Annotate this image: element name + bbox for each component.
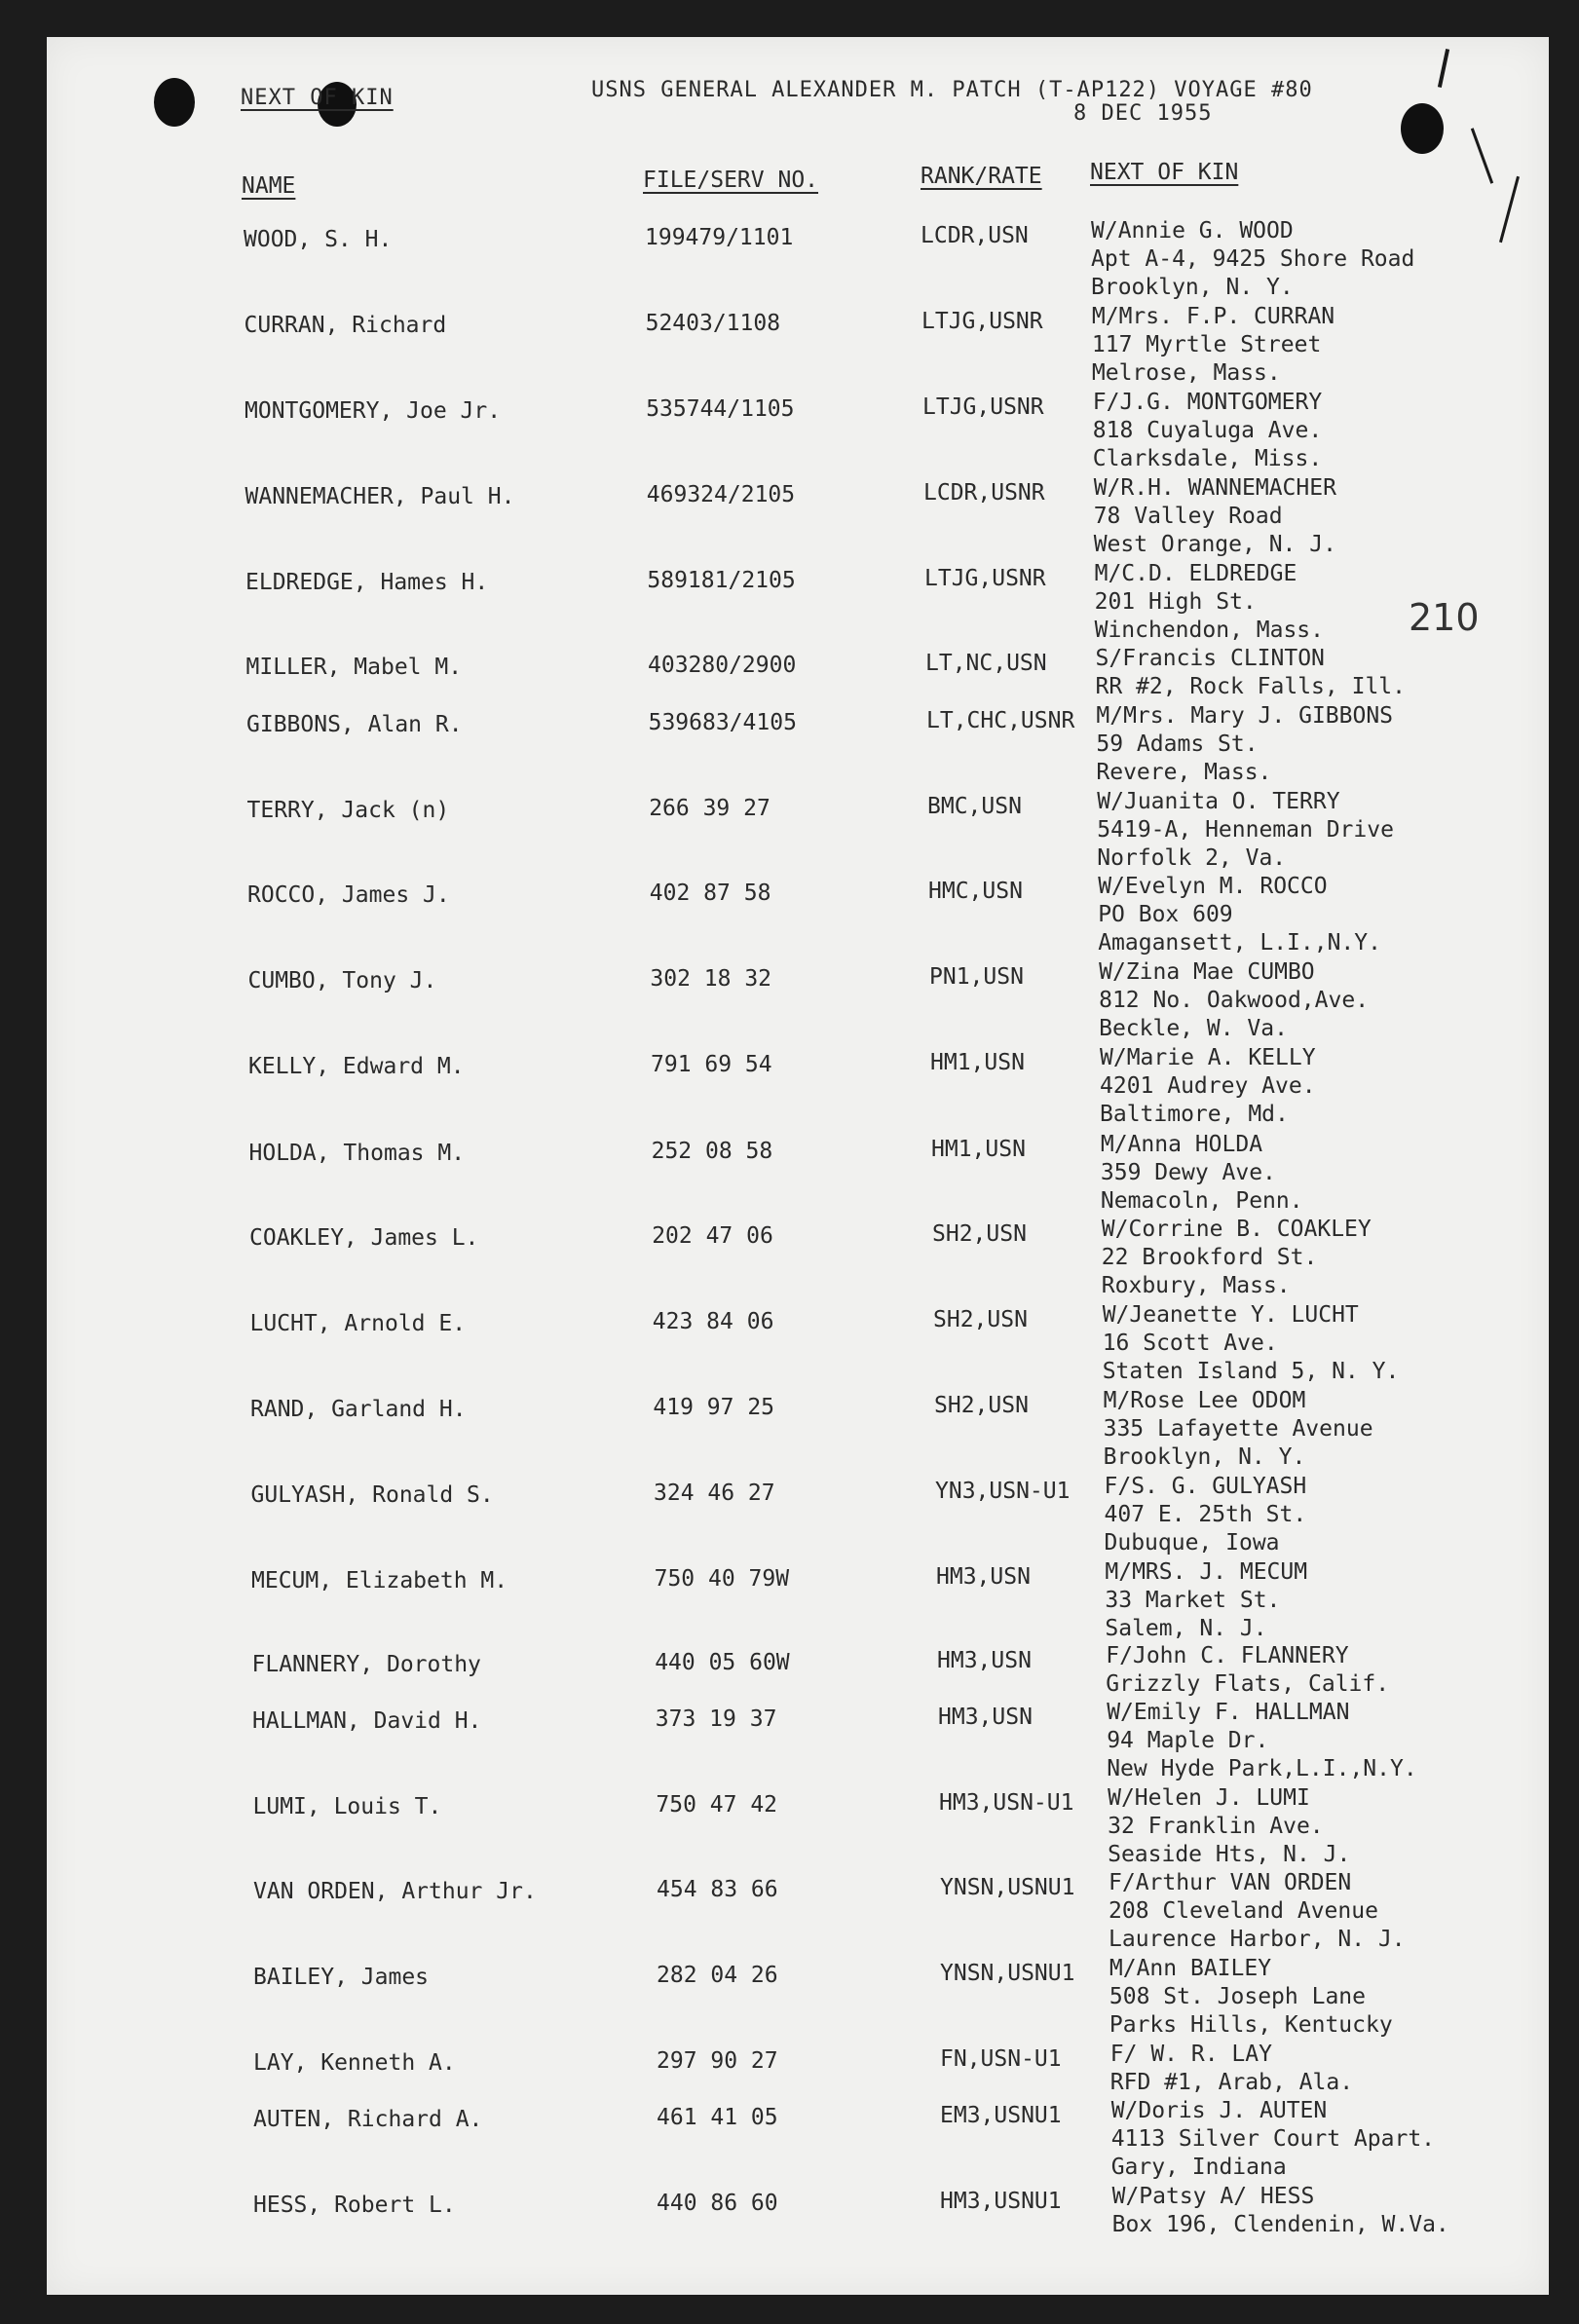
file-serv-number: 403280/2900 <box>648 653 797 678</box>
next-of-kin-address-line: RFD #1, Arab, Ala. <box>1109 2070 1354 2095</box>
next-of-kin-block <box>1102 1216 1372 1300</box>
next-of-kin-name: W/Doris J. AUTEN <box>1110 2098 1328 2123</box>
rank-rate: SH2,USN <box>933 1307 1028 1332</box>
file-serv-number: 373 19 37 <box>655 1706 777 1732</box>
file-serv-number: 589181/2105 <box>647 568 796 593</box>
person-name: GULYASH, Ronald S. <box>250 1482 494 1508</box>
rank-rate: FN,USN-U1 <box>940 2046 1062 2072</box>
next-of-kin-address-line: New Hyde Park,L.I.,N.Y. <box>1107 1756 1417 1781</box>
rank-rate: YNSN,USNU1 <box>940 1961 1075 1986</box>
person-name: ELDREDGE, Hames H. <box>245 570 489 595</box>
person-name: CURRAN, Richard <box>244 313 447 338</box>
rank-rate: HM1,USN <box>931 1137 1026 1162</box>
next-of-kin-address-line: 508 St. Joseph Lane <box>1109 1984 1366 2009</box>
next-of-kin-address-line: 94 Maple Dr. <box>1107 1728 1269 1753</box>
next-of-kin-name: W/Marie A. KELLY <box>1100 1045 1316 1070</box>
next-of-kin-name: W/Jeanette Y. LUCHT <box>1102 1302 1359 1328</box>
next-of-kin-address-line: Seaside Hts, N. J. <box>1108 1842 1351 1867</box>
next-of-kin-address-line: 812 No. Oakwood,Ave. <box>1099 988 1370 1013</box>
next-of-kin-block <box>1110 2041 1353 2097</box>
next-of-kin-address-line: 359 Dewy Ave. <box>1100 1160 1276 1185</box>
next-of-kin-name: M/Rose Lee ODOM <box>1103 1388 1306 1413</box>
next-of-kin-name: W/Patsy A/ HESS <box>1111 2184 1315 2209</box>
person-name: VAN ORDEN, Arthur Jr. <box>253 1879 537 1904</box>
file-serv-number: 535744/1105 <box>646 396 795 422</box>
next-of-kin-address-line: RR #2, Rock Falls, Ill. <box>1095 674 1406 699</box>
file-serv-number: 750 47 42 <box>656 1792 778 1818</box>
next-of-kin-block <box>1105 1558 1307 1643</box>
file-serv-number: 750 40 79W <box>654 1566 790 1592</box>
next-of-kin-block <box>1111 2097 1435 2182</box>
next-of-kin-name: M/C.D. ELDREDGE <box>1094 561 1297 586</box>
next-of-kin-address-line: Amagansett, L.I.,N.Y. <box>1098 930 1381 956</box>
next-of-kin-address-line: Clarksdale, Miss. <box>1092 446 1323 471</box>
next-of-kin-address-line: Winchendon, Mass. <box>1094 618 1324 643</box>
person-name: MONTGOMERY, Joe Jr. <box>244 398 502 424</box>
person-name: LUMI, Louis T. <box>252 1794 442 1819</box>
file-serv-number: 297 90 27 <box>657 2048 778 2074</box>
rank-rate: SH2,USN <box>934 1393 1029 1418</box>
next-of-kin-name: M/Mrs. Mary J. GIBBONS <box>1096 703 1394 729</box>
next-of-kin-address-line: 818 Cuyaluga Ave. <box>1092 418 1323 443</box>
file-serv-number: 402 87 58 <box>649 881 771 906</box>
next-of-kin-address-line: 117 Myrtle Street <box>1091 332 1322 357</box>
next-of-kin-address-line: Baltimore, Md. <box>1100 1102 1289 1127</box>
person-name: ROCCO, James J. <box>247 882 450 908</box>
next-of-kin-block <box>1097 788 1394 873</box>
next-of-kin-name: W/Corrine B. COAKLEY <box>1101 1217 1372 1242</box>
rank-rate: LCDR,USN <box>921 223 1029 248</box>
rank-rate: EM3,USNU1 <box>940 2103 1062 2128</box>
next-of-kin-address-line: PO Box 609 <box>1098 902 1233 927</box>
next-of-kin-name: F/J.G. MONTGOMERY <box>1092 390 1323 415</box>
page-number: 210 <box>1409 596 1480 639</box>
next-of-kin-address-line: Apt A-4, 9425 Shore Road <box>1091 246 1415 272</box>
next-of-kin-address-line: 5419-A, Henneman Drive <box>1097 817 1394 843</box>
file-serv-number: 469324/2105 <box>646 482 796 507</box>
person-name: TERRY, Jack (n) <box>246 798 450 823</box>
person-name: HOLDA, Thomas M. <box>248 1141 466 1166</box>
rank-rate: SH2,USN <box>932 1221 1027 1247</box>
person-name: RAND, Garland H. <box>250 1397 467 1422</box>
next-of-kin-block <box>1112 2183 1449 2239</box>
file-serv-number: 454 83 66 <box>657 1877 778 1902</box>
next-of-kin-block <box>1109 1869 1406 1954</box>
person-name: GIBBONS, Alan R. <box>246 712 463 737</box>
column-header-file-serv: FILE/SERV NO. <box>643 168 819 193</box>
next-of-kin-name: F/ W. R. LAY <box>1109 2042 1272 2067</box>
person-name: WANNEMACHER, Paul H. <box>244 484 515 509</box>
file-serv-number: 202 47 06 <box>652 1223 773 1249</box>
next-of-kin-address-line: Brooklyn, N. Y. <box>1091 275 1294 300</box>
next-of-kin-block <box>1096 702 1393 787</box>
next-of-kin-address-line: Melrose, Mass. <box>1091 360 1281 386</box>
next-of-kin-block <box>1092 303 1335 388</box>
person-name: MILLER, Mabel M. <box>245 655 463 680</box>
next-of-kin-block <box>1103 1301 1400 1386</box>
binder-hole-right <box>1401 103 1444 154</box>
next-of-kin-block <box>1100 1044 1316 1129</box>
next-of-kin-address-line: 78 Valley Road <box>1093 504 1283 529</box>
next-of-kin-address-line: 33 Market St. <box>1105 1588 1281 1613</box>
next-of-kin-address-line: Box 196, Clendenin, W.Va. <box>1111 2212 1449 2237</box>
file-serv-number: 199479/1101 <box>645 225 794 250</box>
file-serv-number: 52403/1108 <box>645 311 781 336</box>
next-of-kin-address-line: 208 Cleveland Avenue <box>1109 1898 1378 1924</box>
next-of-kin-name: W/R.H. WANNEMACHER <box>1093 475 1336 501</box>
next-of-kin-address-line: Grizzly Flats, Calif. <box>1106 1671 1390 1697</box>
rank-rate: LCDR,USNR <box>923 480 1045 506</box>
next-of-kin-address-line: Staten Island 5, N. Y. <box>1102 1359 1400 1384</box>
next-of-kin-address-line: 16 Scott Ave. <box>1102 1331 1278 1356</box>
next-of-kin-address-line: 201 High St. <box>1094 589 1257 615</box>
next-of-kin-block <box>1098 873 1381 957</box>
next-of-kin-name: W/Juanita O. TERRY <box>1097 789 1340 814</box>
person-name: AUTEN, Richard A. <box>253 2107 483 2132</box>
next-of-kin-address-line: Dubuque, Iowa <box>1104 1530 1280 1556</box>
next-of-kin-name: W/Zina Mae CUMBO <box>1099 959 1315 985</box>
rank-rate: HM1,USN <box>930 1050 1025 1075</box>
next-of-kin-block <box>1107 1699 1417 1783</box>
next-of-kin-address-line: Revere, Mass. <box>1096 760 1272 785</box>
next-of-kin-address-line: 4201 Audrey Ave. <box>1100 1073 1316 1099</box>
file-serv-number: 282 04 26 <box>657 1963 778 1988</box>
rank-rate: YNSN,USNU1 <box>940 1875 1075 1900</box>
next-of-kin-address-line: 4113 Silver Court Apart. <box>1110 2126 1436 2152</box>
rank-rate: LTJG,USNR <box>924 566 1046 591</box>
next-of-kin-block <box>1105 1473 1307 1557</box>
next-of-kin-block <box>1109 1955 1393 2040</box>
list-title: NEXT OF KIN <box>241 86 394 110</box>
next-of-kin-address-line: West Orange, N. J. <box>1093 532 1336 557</box>
next-of-kin-block <box>1099 958 1369 1043</box>
next-of-kin-address-line: Brooklyn, N. Y. <box>1103 1444 1306 1470</box>
next-of-kin-block <box>1104 1387 1373 1472</box>
next-of-kin-name: M/Ann BAILEY <box>1109 1956 1272 1981</box>
file-serv-number: 440 05 60W <box>655 1650 790 1675</box>
person-name: CUMBO, Tony J. <box>247 968 437 993</box>
column-header-rank-rate: RANK/RATE <box>921 164 1042 189</box>
next-of-kin-block <box>1108 1784 1350 1869</box>
next-of-kin-name: W/Emily F. HALLMAN <box>1107 1700 1350 1725</box>
file-serv-number: 324 46 27 <box>654 1481 775 1506</box>
rank-rate: HM3,USN <box>936 1564 1031 1590</box>
rank-rate: LTJG,USNR <box>922 394 1044 420</box>
next-of-kin-block <box>1091 217 1414 302</box>
next-of-kin-address-line: Nemacoln, Penn. <box>1100 1188 1303 1214</box>
rank-rate: LT,CHC,USNR <box>926 708 1075 733</box>
file-serv-number: 302 18 32 <box>650 966 772 992</box>
column-header-next-of-kin: NEXT OF KIN <box>1090 160 1239 185</box>
file-serv-number: 461 41 05 <box>657 2105 778 2130</box>
next-of-kin-address-line: 59 Adams St. <box>1096 731 1259 757</box>
next-of-kin-address-line: Gary, Indiana <box>1110 2155 1287 2180</box>
person-name: MECUM, Elizabeth M. <box>251 1568 508 1593</box>
next-of-kin-name: W/Evelyn M. ROCCO <box>1098 874 1328 899</box>
file-serv-number: 252 08 58 <box>651 1139 773 1164</box>
next-of-kin-name: M/Mrs. F.P. CURRAN <box>1091 304 1335 329</box>
next-of-kin-name: S/Francis CLINTON <box>1095 646 1325 671</box>
next-of-kin-name: W/Helen J. LUMI <box>1108 1785 1310 1811</box>
next-of-kin-address-line: 335 Lafayette Avenue <box>1103 1416 1373 1442</box>
next-of-kin-block <box>1101 1131 1303 1216</box>
rank-rate: LT,NC,USN <box>925 651 1047 676</box>
person-name: FLANNERY, Dorothy <box>251 1652 481 1677</box>
rank-rate: HMC,USN <box>928 879 1023 904</box>
person-name: BAILEY, James <box>253 1965 430 1990</box>
file-serv-number: 440 86 60 <box>657 2191 778 2216</box>
column-header-name: NAME <box>242 173 296 199</box>
person-name: HESS, Robert L. <box>253 2193 456 2218</box>
person-name: HALLMAN, David H. <box>252 1708 482 1734</box>
next-of-kin-block <box>1095 560 1324 645</box>
rank-rate: HM3,USN-U1 <box>939 1790 1074 1816</box>
next-of-kin-block <box>1094 474 1336 559</box>
rank-rate: PN1,USN <box>929 964 1024 990</box>
file-serv-number: 419 97 25 <box>653 1395 775 1420</box>
person-name: WOOD, S. H. <box>244 227 393 252</box>
rank-rate: BMC,USN <box>927 794 1022 819</box>
rank-rate: LTJG,USNR <box>921 309 1043 334</box>
next-of-kin-address-line: 22 Brookford St. <box>1101 1245 1318 1270</box>
next-of-kin-address-line: Beckle, W. Va. <box>1099 1016 1288 1041</box>
rank-rate: HM3,USNU1 <box>940 2189 1062 2214</box>
next-of-kin-address-line: Salem, N. J. <box>1105 1616 1267 1641</box>
next-of-kin-name: F/John C. FLANNERY <box>1106 1643 1349 1668</box>
next-of-kin-block <box>1106 1642 1389 1699</box>
next-of-kin-address-line: Parks Hills, Kentucky <box>1109 2012 1393 2038</box>
next-of-kin-address-line: 407 E. 25th St. <box>1104 1502 1307 1527</box>
next-of-kin-address-line: 32 Franklin Ave. <box>1108 1814 1324 1839</box>
rank-rate: HM3,USN <box>937 1648 1032 1673</box>
ship-voyage-title: USNS GENERAL ALEXANDER M. PATCH (T-AP122) VOYAGE #80 <box>591 78 1313 102</box>
next-of-kin-name: F/Arthur VAN ORDEN <box>1109 1870 1352 1895</box>
person-name: LUCHT, Arnold E. <box>249 1311 467 1336</box>
document-date: 8 DEC 1955 <box>1073 101 1213 126</box>
binder-hole-left <box>154 78 195 127</box>
person-name: KELLY, Edward M. <box>248 1054 465 1079</box>
next-of-kin-block <box>1096 645 1407 701</box>
rank-rate: HM3,USN <box>938 1705 1033 1730</box>
person-name: LAY, Kenneth A. <box>253 2050 456 2076</box>
next-of-kin-name: M/MRS. J. MECUM <box>1105 1559 1308 1585</box>
file-serv-number: 423 84 06 <box>652 1309 774 1334</box>
next-of-kin-address-line: Norfolk 2, Va. <box>1097 845 1287 871</box>
person-name: COAKLEY, James L. <box>249 1225 479 1251</box>
file-serv-number: 791 69 54 <box>651 1052 772 1077</box>
next-of-kin-address-line: Roxbury, Mass. <box>1101 1273 1291 1298</box>
next-of-kin-name: M/Anna HOLDA <box>1100 1132 1263 1157</box>
rank-rate: YN3,USN-U1 <box>935 1479 1071 1504</box>
next-of-kin-address-line: Laurence Harbor, N. J. <box>1109 1927 1406 1952</box>
file-serv-number: 539683/4105 <box>648 710 797 735</box>
next-of-kin-name: W/Annie G. WOOD <box>1091 218 1294 244</box>
next-of-kin-name: F/S. G. GULYASH <box>1104 1474 1307 1499</box>
file-serv-number: 266 39 27 <box>649 796 771 821</box>
next-of-kin-block <box>1093 389 1322 473</box>
